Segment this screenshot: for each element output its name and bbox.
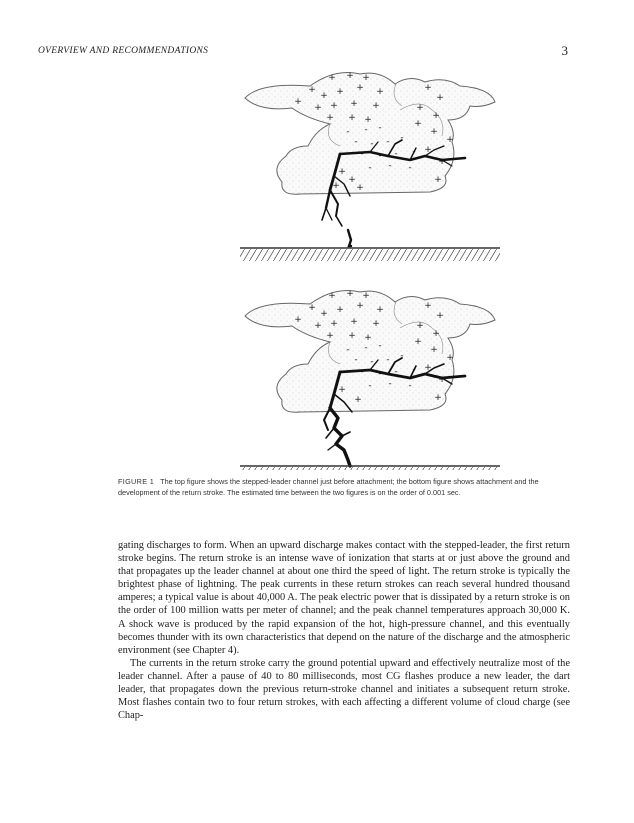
top-panel — [240, 71, 500, 261]
svg-text:+: + — [362, 291, 370, 301]
svg-text:-: - — [368, 381, 372, 391]
svg-text:+: + — [326, 113, 334, 123]
svg-text:-: - — [412, 147, 416, 157]
svg-text:-: - — [346, 345, 350, 355]
svg-text:+: + — [424, 301, 432, 311]
svg-text:+: + — [432, 329, 440, 339]
svg-text:-: - — [388, 379, 392, 389]
svg-text:+: + — [372, 101, 380, 111]
svg-text:+: + — [294, 97, 302, 107]
top-cloud — [245, 73, 495, 195]
svg-text:-: - — [408, 381, 412, 391]
lightning-diagram — [220, 60, 520, 470]
svg-text:+: + — [430, 345, 438, 355]
bottom-panel — [240, 289, 500, 470]
svg-text:+: + — [356, 83, 364, 93]
svg-text:+: + — [432, 111, 440, 121]
svg-text:+: + — [320, 309, 328, 319]
svg-text:+: + — [348, 331, 356, 341]
figure-1 — [220, 60, 520, 470]
svg-text:-: - — [378, 341, 382, 351]
svg-text:+: + — [434, 175, 442, 185]
svg-text:-: - — [400, 133, 404, 143]
svg-text:+: + — [414, 337, 422, 347]
svg-text:-: - — [378, 369, 382, 379]
running-head: OVERVIEW AND RECOMMENDATIONS — [38, 46, 209, 56]
svg-text:-: - — [360, 367, 364, 377]
svg-text:+: + — [434, 393, 442, 403]
svg-text:+: + — [424, 145, 432, 155]
svg-text:+: + — [338, 385, 346, 395]
svg-text:+: + — [308, 85, 316, 95]
svg-text:+: + — [424, 363, 432, 373]
svg-text:+: + — [346, 71, 354, 81]
svg-text:-: - — [386, 137, 390, 147]
body-text — [118, 539, 570, 722]
svg-text:-: - — [354, 137, 358, 147]
svg-text:+: + — [314, 103, 322, 113]
svg-text:+: + — [294, 315, 302, 325]
svg-text:+: + — [362, 73, 370, 83]
upward-streamer-top — [348, 230, 351, 246]
figure-label: FIGURE 1 — [118, 477, 155, 486]
svg-text:+: + — [330, 319, 338, 329]
bottom-cloud — [245, 291, 495, 413]
svg-text:+: + — [320, 91, 328, 101]
svg-text:+: + — [364, 333, 372, 343]
svg-text:+: + — [436, 93, 444, 103]
svg-text:-: - — [370, 357, 374, 367]
svg-text:+: + — [372, 319, 380, 329]
svg-text:+: + — [438, 157, 446, 167]
svg-text:-: - — [370, 139, 374, 149]
svg-text:-: - — [354, 355, 358, 365]
svg-text:+: + — [356, 301, 364, 311]
svg-text:+: + — [346, 289, 354, 299]
figure-caption-text: The top figure shows the stepped-leader channel just before attachment; the bottom figure shows attachment and the development of the return stroke. The estimated time between the two figures is on the order of 0.001 sec. — [118, 477, 539, 497]
svg-text:+: + — [330, 101, 338, 111]
svg-text:+: + — [348, 175, 356, 185]
paragraph: gating discharges to form. When an upward discharge makes contact with the stepped-leader, the first return stroke begins. The return stroke is an intense wave of ionization that starts at or just above the ground and that propagates up the leader channel at about one third the speed of light. The return stroke is typically the brightest phase of lightning. The peak currents in these return strokes can reach several hundred thousand amperes; a typical value is about 40,000 A. The peak electric power that is dissipated by a return stroke is on the order of 100 million watts per meter of channel; and the peak channel temperatures approach 30,000 K. A shock wave is produced by the rapid expansion of the hot, high-pressure channel, and this eventually becomes thunder with its own characteristics that depend on the nature of the discharge and the atmospheric environment (see Chapter 4). — [118, 540, 570, 656]
svg-text:-: - — [360, 149, 364, 159]
svg-text:+: + — [348, 113, 356, 123]
svg-text:+: + — [328, 73, 336, 83]
svg-text:+: + — [350, 317, 358, 327]
svg-text:+: + — [336, 87, 344, 97]
svg-text:-: - — [364, 125, 368, 135]
svg-text:-: - — [386, 355, 390, 365]
svg-text:+: + — [376, 87, 384, 97]
top-ground — [240, 248, 500, 261]
svg-text:+: + — [438, 375, 446, 385]
svg-text:+: + — [350, 99, 358, 109]
svg-text:+: + — [356, 183, 364, 193]
svg-text:+: + — [416, 103, 424, 113]
svg-text:+: + — [416, 321, 424, 331]
svg-text:+: + — [376, 305, 384, 315]
svg-text:+: + — [414, 119, 422, 129]
svg-text:-: - — [394, 149, 398, 159]
svg-text:-: - — [378, 151, 382, 161]
svg-text:-: - — [346, 127, 350, 137]
svg-text:-: - — [412, 365, 416, 375]
svg-text:+: + — [430, 127, 438, 137]
svg-text:-: - — [408, 163, 412, 173]
bottom-ground — [240, 466, 500, 470]
svg-text:+: + — [424, 83, 432, 93]
svg-text:-: - — [388, 161, 392, 171]
svg-text:+: + — [436, 311, 444, 321]
svg-text:+: + — [364, 115, 372, 125]
svg-text:+: + — [308, 303, 316, 313]
svg-text:+: + — [326, 331, 334, 341]
svg-text:+: + — [336, 305, 344, 315]
paragraph: The currents in the return stroke carry the ground potential upward and effectively neutralize most of the leader channel. After a pause of 40 to 80 milliseconds, most CG flashes produce a new leader, the dart leader, that propagates down the previous return-stroke channel and initiates a subsequent return stroke. Most flashes contain two to four return strokes, with each affecting a different volume of cloud charge (see Chap- — [118, 657, 570, 722]
svg-text:-: - — [378, 123, 382, 133]
svg-text:-: - — [368, 163, 372, 173]
svg-text:+: + — [314, 321, 322, 331]
svg-text:-: - — [394, 367, 398, 377]
page-number: 3 — [561, 43, 568, 58]
svg-text:+: + — [354, 395, 362, 405]
svg-text:+: + — [338, 167, 346, 177]
svg-text:+: + — [328, 291, 336, 301]
svg-text:+: + — [446, 353, 454, 363]
svg-text:-: - — [400, 351, 404, 361]
svg-text:+: + — [332, 181, 340, 191]
figure-caption — [118, 477, 550, 498]
svg-text:-: - — [364, 343, 368, 353]
svg-text:+: + — [446, 135, 454, 145]
